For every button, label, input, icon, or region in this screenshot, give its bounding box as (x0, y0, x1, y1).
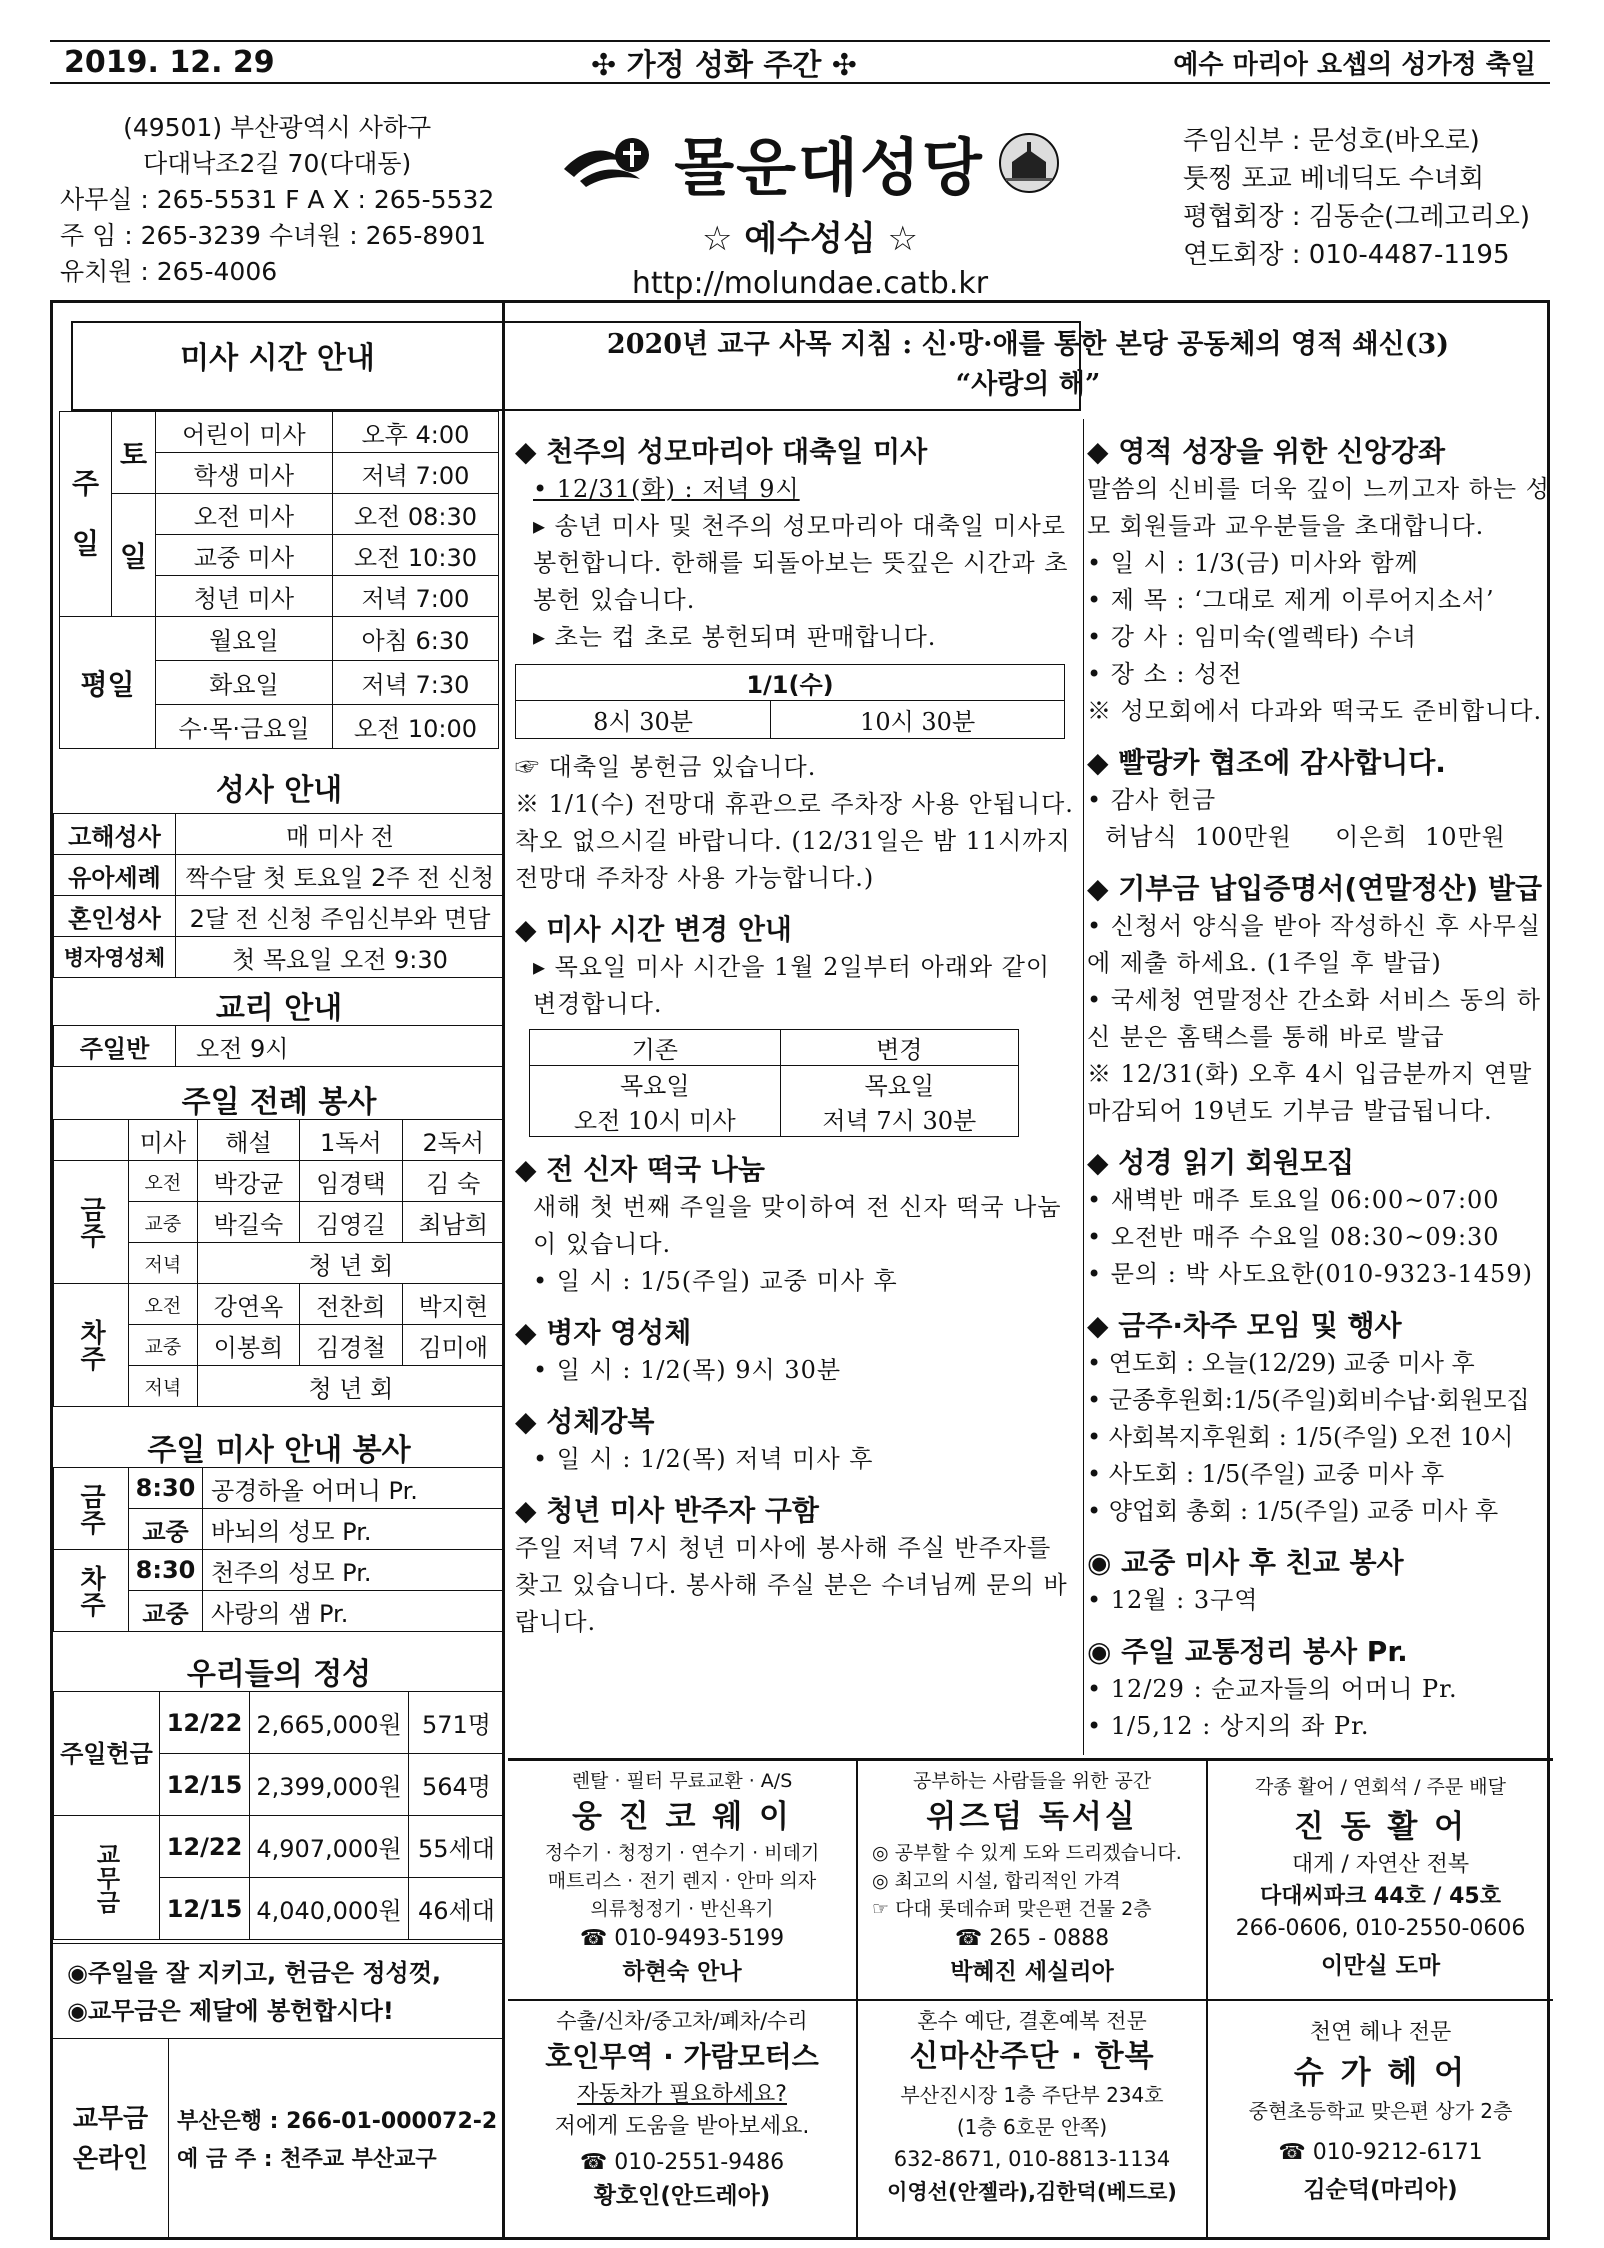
mass-time: 8시 30분 (516, 701, 771, 739)
ad-name: 신마산주단 · 한복 (909, 2039, 1155, 2074)
offering-date: 12/15 (160, 1754, 250, 1816)
column-header: 기존 (530, 1030, 781, 1066)
notice-title: ◆ 병자 영성체 (515, 1316, 692, 1349)
mass-slot: 저녁 (129, 1366, 198, 1407)
ad-line: 의류청정기 · 반신욕기 (590, 1898, 774, 1920)
reader-2: 최남희 (402, 1202, 504, 1243)
mass-slot: 저녁 (129, 1243, 198, 1284)
this-week-label: 금주 (54, 1161, 129, 1284)
ad-tag: 공부하는 사람들을 위한 공간 (912, 1770, 1152, 1792)
ad-name: 호인무역 · 가람모터스 (545, 2040, 819, 2073)
notice-title: ◆ 영적 성장을 위한 신앙강좌 (1087, 435, 1446, 468)
list-item: • 사회복지후원회 : 1/5(주일) 오전 10시 (1087, 1423, 1514, 1451)
offering-count: 571명 (409, 1692, 505, 1754)
church-emblem-icon (998, 132, 1060, 194)
wave-cross-icon (560, 135, 660, 191)
table-row (54, 814, 505, 855)
reader-1: 임경택 (300, 1161, 402, 1202)
table-row (516, 701, 1065, 739)
ad-tag: 렌탈 · 필터 무료교환 · A/S (571, 1770, 793, 1792)
list-item: • 연도회 : 오늘(12/29) 교중 미사 후 (1087, 1349, 1475, 1377)
notice-text: ▸ 송년 미사 및 천주의 성모마리아 대축일 미사로 봉헌합니다. 한해를 되돌아보는 뜻깊은 시간과 초 봉헌 있습니다. (533, 512, 1069, 614)
usher-title: 주일 미사 안내 봉사 (147, 1433, 411, 1468)
online-label (53, 2039, 169, 2237)
table-row (530, 1030, 1019, 1066)
reader-2: 김 숙 (402, 1161, 504, 1202)
ad-line: (1층 6호문 안쪽) (956, 2115, 1108, 2139)
notice-date: • 12/31(화) : 저녁 9시 (533, 475, 800, 503)
ad-tag: 각종 활어 / 연회석 / 주문 배달 (1255, 1776, 1506, 1798)
dues-label: 교무금 (54, 1816, 160, 1940)
reader-1: 전찬희 (300, 1284, 402, 1325)
ad-owner: 박혜진 세실리아 (950, 1959, 1114, 1985)
ad-line: 정수기 · 청정기 · 연수기 · 비데기 (544, 1842, 820, 1864)
sacrament-name: 유아세례 (54, 855, 176, 896)
mass-slot: 오전 (129, 1284, 198, 1325)
old-time: 오전 10시 미사 (530, 1101, 781, 1137)
mass-name: 어린이 미사 (156, 412, 333, 453)
ad-owner: 김순덕(마리아) (1303, 2177, 1458, 2203)
pastor-line: 주임신부 : 문성호(바오로) (1183, 126, 1480, 156)
sacraments-table (53, 813, 505, 978)
notice-column-2 (515, 419, 1080, 1641)
ad-line: 저에게 도움을 받아보세요. (554, 2114, 810, 2139)
sacrament-name: 병자영성체 (54, 937, 176, 978)
notice-text: 주일 저녁 7시 청년 미사에 봉사해 주실 반주자를 찾고 있습니다. 봉사해 주실 분은 수녀님께 문의 바랍니다. (515, 1534, 1068, 1636)
kindergarten-phone: 유치원 : 265-4006 (60, 257, 278, 286)
mass-name: 월요일 (156, 617, 333, 661)
next-week-label: 차주 (54, 1550, 129, 1632)
ad-line: 632-8671, 010-8813-1134 (893, 2147, 1171, 2171)
offering-table (53, 1691, 505, 1940)
ad-phone: ☎ 265 - 0888 (954, 1926, 1110, 1951)
ad-line: 매트리스 · 전기 렌지 · 안마 의자 (547, 1870, 817, 1892)
saturday-label: 토 (112, 412, 156, 494)
list-item: • 제 목 : ‘그대로 제게 이루어지소서’ (1087, 586, 1495, 614)
offering-amount: 2,665,000원 (250, 1692, 409, 1754)
bank-info (177, 2103, 503, 2179)
mass-time: 오전 08:30 (332, 494, 498, 535)
notice-title: ◆ 금주·차주 모임 및 행사 (1087, 1309, 1402, 1342)
table-row (54, 1816, 505, 1878)
sacrament-name: 혼인성사 (54, 896, 176, 937)
list-item: • 오전반 매주 수요일 08:30~09:30 (1087, 1223, 1500, 1251)
mass-time: 아침 6:30 (332, 617, 498, 661)
list-item: • 문의 : 박 사도요한(010-9323-1459) (1087, 1260, 1533, 1288)
praesidium-name: 사랑의 샘 Pr. (203, 1591, 505, 1632)
commentator: 박강균 (197, 1161, 299, 1202)
bulletin-frame (50, 300, 1550, 2240)
ad-tag: 수출/신차/중고차/폐차/수리 (556, 2009, 808, 2033)
mass-slot: 8:30 (129, 1550, 203, 1591)
sunday-offering-label: 주일헌금 (54, 1692, 160, 1816)
contact-block (60, 110, 494, 290)
notice-text: ※ 성모회에서 다과와 떡국도 준비합니다. (1087, 697, 1543, 725)
table-row (60, 412, 499, 453)
table-row (54, 1284, 505, 1325)
table-row (54, 896, 505, 937)
commentator: 박길숙 (197, 1202, 299, 1243)
mass-time: 오전 10:00 (332, 705, 498, 749)
notice-text: • 신청서 양식을 받아 작성하신 후 사무실에 제출 하세요. (1주일 후 발급) (1087, 912, 1541, 977)
ad-box (858, 1761, 1208, 2001)
elder-line: 연도회장 : 010-4487-1195 (1183, 240, 1510, 270)
reader-1: 김영길 (300, 1202, 402, 1243)
offering-count: 564명 (409, 1754, 505, 1816)
reader-1: 김경철 (300, 1325, 402, 1366)
account-holder: 예 금 주 : 천주교 부산교구 (177, 2147, 437, 2172)
sacrament-name: 고해성사 (54, 814, 176, 855)
doctrine-class: 주일반 (54, 1026, 176, 1067)
doctrine-title: 교리 안내 (215, 991, 343, 1026)
mass-times-table (59, 411, 499, 749)
offering-note (53, 1943, 505, 2039)
mass-name: 교중 미사 (156, 535, 333, 576)
this-week-label: 금주 (54, 1468, 129, 1550)
notice-text: ▸ 목요일 미사 시간을 1월 2일부터 아래와 같이 변경합니다. (533, 953, 1051, 1018)
ad-line: 266-0606, 010-2550-0606 (1235, 1916, 1526, 1941)
table-row (54, 1550, 505, 1591)
address-line-1: (49501) 부산광역시 사하구 (123, 113, 432, 142)
ad-name: 슈 가 헤 어 (1293, 2055, 1468, 2091)
reader-2: 박지현 (402, 1284, 504, 1325)
liturgy-title: 주일 전례 봉사 (181, 1085, 377, 1120)
list-item: • 1/5,12 : 상지의 좌 Pr. (1087, 1712, 1370, 1740)
left-column (53, 303, 505, 2237)
next-week-label: 차주 (54, 1284, 129, 1407)
ad-line: 중현초등학교 맞은편 상가 2층 (1248, 2099, 1513, 2123)
sacraments-title: 성사 안내 (215, 773, 343, 808)
notice-title: ◉ 주일 교통정리 봉사 Pr. (1087, 1635, 1408, 1668)
ad-owner: 황호인(안드레아) (593, 2183, 771, 2209)
sunday-day-label: 일 (112, 494, 156, 617)
ad-line: ☞ 다대 롯데슈퍼 맞은편 건물 2층 (872, 1898, 1152, 1920)
online-label-line: 교무금 (72, 2104, 149, 2134)
usher-table (53, 1467, 505, 1632)
offering-date: 12/22 (160, 1692, 250, 1754)
table-row (54, 1692, 505, 1754)
new-time: 저녁 7시 30분 (780, 1101, 1018, 1137)
table-row (54, 1468, 505, 1509)
note-line: ◉교무금은 제달에 봉헌합시다! (67, 1997, 394, 2025)
list-item: • 사도회 : 1/5(주일) 교중 미사 후 (1087, 1460, 1445, 1488)
notice-title: ◆ 미사 시간 변경 안내 (515, 913, 792, 946)
doctrine-time: 오전 9시 (176, 1026, 505, 1067)
column-header: 2독서 (402, 1120, 504, 1161)
week-title: ✣ 가정 성화 주간 ✣ (591, 48, 857, 83)
ad-line: 자동차가 필요하세요? (577, 2082, 787, 2107)
notice-title: ◆ 청년 미사 반주자 구함 (515, 1494, 819, 1527)
notice-title: ◆ 전 신자 떡국 나눔 (515, 1153, 765, 1186)
ad-phone: ☎ 010-2551-9486 (579, 2150, 785, 2175)
offering-amount: 4,040,000원 (250, 1878, 409, 1940)
offering-amount: 2,399,000원 (250, 1754, 409, 1816)
mass-times-title: 미사 시간 안내 (180, 341, 375, 376)
ad-line: 부산진시장 1층 주단부 234호 (900, 2083, 1164, 2107)
table-row (54, 855, 505, 896)
office-phone: 사무실 : 265-5531 F A X : 265-5532 (60, 185, 495, 214)
table-row (530, 1101, 1019, 1137)
notice-title: ◉ 교중 미사 후 친교 봉사 (1087, 1546, 1404, 1579)
parish-name: 몰운대성당 (674, 131, 984, 204)
donor-line: 허남식 100만원 이은희 10만원 (1105, 823, 1506, 851)
notice-date: • 일 시 : 1/5(주일) 교중 미사 후 (533, 1267, 898, 1295)
ad-line: ◎ 공부할 수 있게 도와 드리겠습니다. (872, 1842, 1182, 1864)
ad-box (1208, 1761, 1553, 2001)
table-row (54, 1120, 505, 1161)
notice-title: ◆ 성경 읽기 회원모집 (1087, 1146, 1355, 1179)
liturgy-table (53, 1119, 505, 1407)
ad-tag: 혼수 예단, 결혼예복 전문 (917, 2009, 1147, 2033)
mass-time: 10시 30분 (771, 701, 1065, 739)
mass-slot: 교중 (129, 1202, 198, 1243)
mass-slot: 8:30 (129, 1468, 203, 1509)
offering-amount: 4,907,000원 (250, 1816, 409, 1878)
parish-website-link[interactable]: http://molundae.catb.kr (631, 266, 989, 301)
reader-2: 김미애 (402, 1325, 504, 1366)
clergy-block (1183, 122, 1530, 274)
ad-line: 대게 / 자연산 전복 (1291, 1852, 1470, 1877)
table-row (54, 1161, 505, 1202)
list-item: • 장 소 : 성전 (1087, 660, 1243, 688)
ad-box (1208, 2001, 1553, 2240)
sacrament-info: 2달 전 신청 주임신부와 면담 (176, 896, 505, 937)
ad-name: 위즈덤 독서실 (926, 1799, 1138, 1835)
offering-title: 우리들의 정성 (186, 1657, 372, 1692)
notice-text: ▸ 초는 컵 초로 봉헌되며 판매합니다. (533, 623, 937, 651)
issue-date: 2019. 12. 29 (64, 44, 275, 80)
new-year-mass-table (515, 664, 1065, 739)
doctrine-table (53, 1025, 505, 1067)
rectory-phone: 주 임 : 265-3239 수녀원 : 265-8901 (60, 221, 486, 250)
sacrament-info: 매 미사 전 (176, 814, 505, 855)
list-item: • 감사 헌금 (1087, 786, 1217, 814)
mass-change-table (529, 1029, 1019, 1137)
mass-name: 오전 미사 (156, 494, 333, 535)
offering-count: 46세대 (409, 1878, 505, 1940)
column-header: 미사 (129, 1120, 198, 1161)
address-line-2: 다대낙조2길 70(다대동) (142, 149, 412, 178)
mass-name: 청년 미사 (156, 576, 333, 617)
feast-title: 예수 마리아 요셉의 성가정 축일 (1173, 49, 1536, 80)
council-line: 평협회장 : 김동순(그레고리오) (1183, 202, 1530, 232)
online-label-line: 온라인 (72, 2144, 149, 2174)
notice-title: ◆ 기부금 납입증명서(연말정산) 발급 (1087, 872, 1543, 905)
ad-phone: ☎ 010-9212-6171 (1278, 2140, 1483, 2165)
table-row (54, 937, 505, 978)
mass-name: 화요일 (156, 661, 333, 705)
ad-name: 진 동 활 어 (1293, 1809, 1468, 1845)
notice-title: ◆ 빨랑카 협조에 감사합니다. (1087, 746, 1446, 779)
column-header: 해설 (197, 1120, 299, 1161)
notice-column-3 (1087, 419, 1557, 1745)
list-item: • 12월 : 3구역 (1087, 1586, 1259, 1614)
notice-title: ◆ 성체강복 (515, 1405, 655, 1438)
ad-owner: 이만실 도마 (1320, 1953, 1441, 1979)
youth-group: 청 년 회 (197, 1366, 504, 1407)
offering-date: 12/22 (160, 1816, 250, 1878)
mass-slot: 교중 (129, 1325, 198, 1366)
notice-title: ◆ 천주의 성모마리아 대축일 미사 (515, 435, 928, 468)
ad-tag: 천연 헤나 전문 (1309, 2020, 1452, 2045)
praesidium-name: 바뇌의 성모 Pr. (203, 1509, 505, 1550)
notice-text: 말씀의 신비를 더욱 깊이 느끼고자 하는 성모 회원들과 교우분들을 초대합니다. (1087, 475, 1550, 540)
mass-slot: 오전 (129, 1161, 198, 1202)
mass-name: 학생 미사 (156, 453, 333, 494)
notice-text: ※ 1/1(수) 전망대 휴관으로 주차장 사용 안됩니다. 착오 없으시길 바랍니다. (12/31일은 밤 11시까지 전망대 주차장 사용 가능합니다.) (515, 790, 1074, 892)
sisters-line: 툿찡 포교 베네딕도 수녀회 (1183, 164, 1485, 194)
ad-box (858, 2001, 1208, 2240)
sacrament-info: 짝수달 첫 토요일 2주 전 신청 (176, 855, 505, 896)
notice-text: ※ 12/31(화) 오후 4시 입금분까지 연말 마감되어 19년도 기부금 발급됩니다. (1087, 1060, 1533, 1125)
notice-text: 새해 첫 번째 주일을 맞이하여 전 신자 떡국 나눔이 있습니다. (533, 1193, 1062, 1258)
ad-phone: ☎ 010-9493-5199 (579, 1926, 785, 1951)
offering-date: 12/15 (160, 1878, 250, 1940)
table-row (530, 1066, 1019, 1102)
list-item: • 군종후원회:1/5(주일)회비수납·회원모집 (1087, 1386, 1530, 1414)
masthead-bar (50, 40, 1550, 84)
list-item: • 양업회 총회 : 1/5(주일) 교중 미사 후 (1087, 1497, 1499, 1525)
ad-owner: 이영선(안젤라),김한덕(베드로) (887, 2180, 1177, 2204)
commentator: 강연옥 (197, 1284, 299, 1325)
mass-name: 수·목·금요일 (156, 705, 333, 749)
mass-slot: 교중 (129, 1591, 203, 1632)
table-row (54, 1026, 505, 1067)
note-line: ◉주일을 잘 지키고, 헌금은 정성껏, (67, 1959, 441, 1987)
old-time: 목요일 (530, 1066, 781, 1102)
mass-time: 저녁 7:30 (332, 661, 498, 705)
ads-section (508, 1758, 1553, 2237)
ad-box (508, 1761, 858, 2001)
mass-time: 오전 10:30 (332, 535, 498, 576)
notice-date: • 일 시 : 1/2(목) 9시 30분 (533, 1356, 842, 1384)
parish-logo-block (560, 118, 1060, 301)
column-header: 1독서 (300, 1120, 402, 1161)
praesidium-name: 천주의 성모 Pr. (203, 1550, 505, 1591)
table-row (60, 494, 499, 535)
notice-date: • 일 시 : 1/2(목) 저녁 미사 후 (533, 1445, 874, 1473)
list-item: • 12/29 : 순교자들의 어머니 Pr. (1087, 1675, 1458, 1703)
mass-slot: 교중 (129, 1509, 203, 1550)
ad-line: ◎ 최고의 시설, 합리적인 가격 (872, 1870, 1121, 1892)
commentator: 이봉희 (197, 1325, 299, 1366)
praesidium-name: 공경하올 어머니 Pr. (203, 1468, 505, 1509)
aim-line-1: 2020년 교구 사목 지침 : 신·망·애를 통한 본당 공동체의 영적 쇄신(3) (606, 329, 1450, 360)
list-item: • 새벽반 매주 토요일 06:00~07:00 (1087, 1186, 1500, 1214)
mass-time: 저녁 7:00 (332, 576, 498, 617)
ad-name: 웅 진 코 웨 이 (572, 1799, 792, 1835)
list-item: • 강 사 : 임미숙(엘렉타) 수녀 (1087, 623, 1417, 651)
mass-time: 오후 4:00 (332, 412, 498, 453)
ad-box (508, 2001, 858, 2240)
aim-line-2: “사랑의 해” (955, 369, 1101, 400)
pastoral-aim (523, 325, 1533, 405)
sacrament-info: 첫 목요일 오전 9:30 (176, 937, 505, 978)
table-row (60, 617, 499, 661)
new-time: 목요일 (780, 1066, 1018, 1102)
mass-time: 저녁 7:00 (332, 453, 498, 494)
notice-text: • 국세청 연말정산 간소화 서비스 동의 하신 분은 홈택스를 통해 바로 발급 (1087, 986, 1541, 1051)
table-row (516, 665, 1065, 701)
offering-count: 55세대 (409, 1816, 505, 1878)
bank-account: 부산은행 : 266-01-000072-2 (177, 2109, 498, 2134)
weekday-label: 평일 (60, 617, 156, 749)
list-item: • 일 시 : 1/3(금) 미사와 함께 (1087, 549, 1419, 577)
column-header: 변경 (780, 1030, 1018, 1066)
parish-header (50, 100, 1550, 300)
column-header: 1/1(수) (516, 665, 1065, 701)
ad-owner: 하현숙 안나 (622, 1959, 742, 1985)
notice-text: ☞ 대축일 봉헌금 있습니다. (515, 753, 817, 781)
column-divider (1083, 419, 1084, 1755)
parish-motto: ☆ 예수성심 ☆ (701, 219, 918, 259)
sunday-label: 주일 (60, 412, 112, 617)
ad-line: 다대씨파크 44호 / 45호 (1259, 1884, 1501, 1909)
youth-group: 청 년 회 (197, 1243, 504, 1284)
